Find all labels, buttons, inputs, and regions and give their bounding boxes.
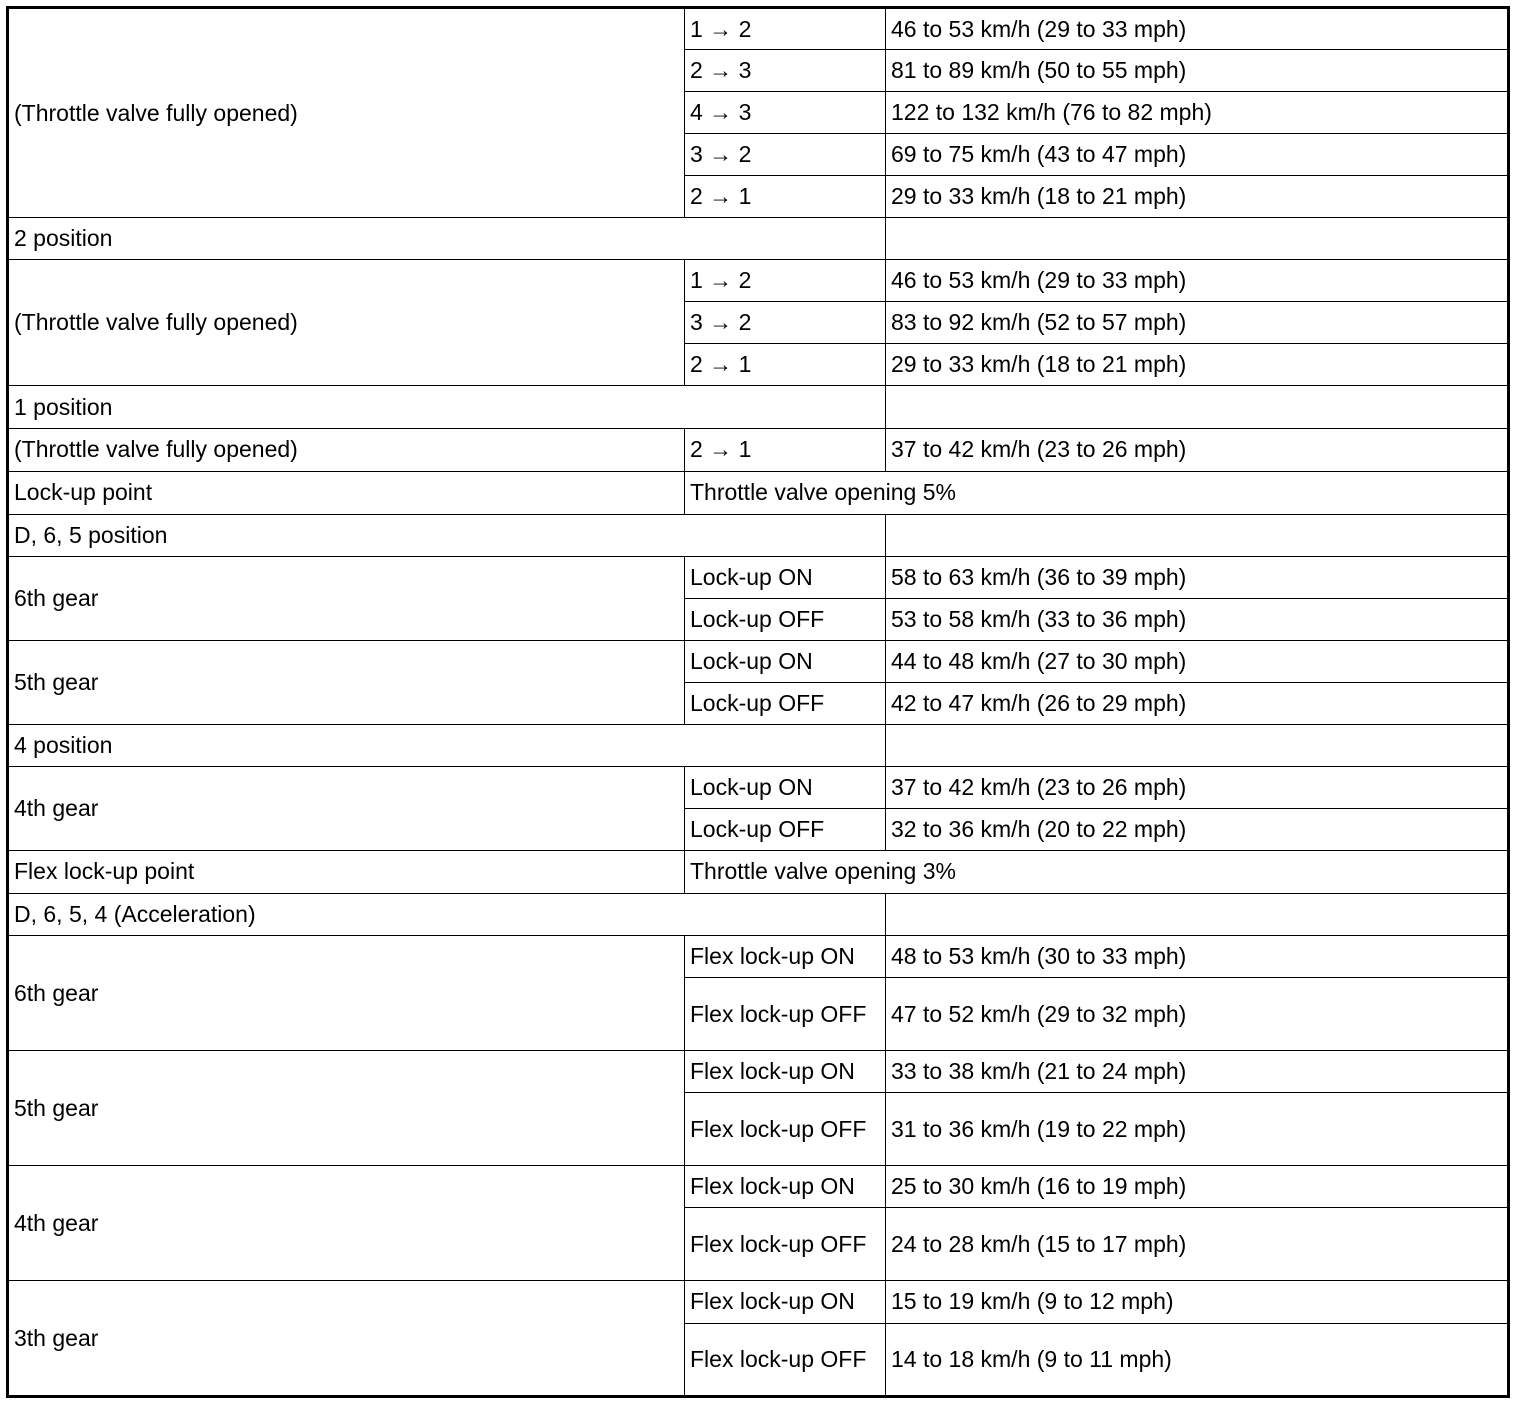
table-row bbox=[8, 936, 1509, 978]
table-row bbox=[8, 640, 1509, 682]
shift-speed-spec-table bbox=[6, 6, 1510, 1398]
section-heading: 1 position bbox=[8, 386, 886, 429]
section-heading-blank bbox=[886, 514, 1509, 556]
condition-label: 4th gear bbox=[8, 766, 685, 850]
table-row bbox=[8, 260, 1509, 302]
section-heading-blank bbox=[886, 386, 1509, 429]
shift-condition: 1 → 2 bbox=[685, 260, 886, 302]
section-heading-blank bbox=[886, 893, 1509, 935]
vehicle-speed-value: 32 to 36 km/h (20 to 22 mph) bbox=[886, 808, 1509, 850]
table-row bbox=[8, 1281, 1509, 1323]
vehicle-speed-value: 33 to 38 km/h (21 to 24 mph) bbox=[886, 1051, 1509, 1093]
condition-label: 3th gear bbox=[8, 1281, 685, 1397]
shift-condition: Lock-up OFF bbox=[685, 682, 886, 724]
shift-condition: Flex lock-up ON bbox=[685, 1051, 886, 1093]
parameter-value: Throttle valve opening 5% bbox=[685, 471, 1509, 514]
section-heading: 4 position bbox=[8, 724, 886, 766]
shift-condition: Flex lock-up OFF bbox=[685, 1208, 886, 1281]
parameter-row bbox=[8, 850, 1509, 893]
shift-condition: 2 → 1 bbox=[685, 176, 886, 218]
vehicle-speed-value: 53 to 58 km/h (33 to 36 mph) bbox=[886, 598, 1509, 640]
section-heading-row bbox=[8, 218, 1509, 260]
vehicle-speed-value: 37 to 42 km/h (23 to 26 mph) bbox=[886, 429, 1509, 471]
table-row bbox=[8, 556, 1509, 598]
condition-label: 4th gear bbox=[8, 1166, 685, 1281]
condition-label: (Throttle valve fully opened) bbox=[8, 260, 685, 386]
shift-condition: Flex lock-up OFF bbox=[685, 1323, 886, 1397]
shift-condition: Lock-up ON bbox=[685, 556, 886, 598]
shift-condition: 4 → 3 bbox=[685, 92, 886, 134]
vehicle-speed-value: 46 to 53 km/h (29 to 33 mph) bbox=[886, 260, 1509, 302]
shift-condition: 3 → 2 bbox=[685, 302, 886, 344]
vehicle-speed-value: 48 to 53 km/h (30 to 33 mph) bbox=[886, 936, 1509, 978]
parameter-label: Flex lock-up point bbox=[8, 850, 685, 893]
shift-condition: Flex lock-up ON bbox=[685, 1166, 886, 1208]
vehicle-speed-value: 37 to 42 km/h (23 to 26 mph) bbox=[886, 766, 1509, 808]
vehicle-speed-value: 81 to 89 km/h (50 to 55 mph) bbox=[886, 50, 1509, 92]
vehicle-speed-value: 24 to 28 km/h (15 to 17 mph) bbox=[886, 1208, 1509, 1281]
vehicle-speed-value: 29 to 33 km/h (18 to 21 mph) bbox=[886, 344, 1509, 386]
vehicle-speed-value: 122 to 132 km/h (76 to 82 mph) bbox=[886, 92, 1509, 134]
vehicle-speed-value: 83 to 92 km/h (52 to 57 mph) bbox=[886, 302, 1509, 344]
condition-label: (Throttle valve fully opened) bbox=[8, 8, 685, 218]
shift-condition: Flex lock-up ON bbox=[685, 936, 886, 978]
vehicle-speed-value: 58 to 63 km/h (36 to 39 mph) bbox=[886, 556, 1509, 598]
condition-label: 5th gear bbox=[8, 640, 685, 724]
vehicle-speed-value: 15 to 19 km/h (9 to 12 mph) bbox=[886, 1281, 1509, 1323]
vehicle-speed-value: 14 to 18 km/h (9 to 11 mph) bbox=[886, 1323, 1509, 1397]
table-row bbox=[8, 429, 1509, 471]
table-row bbox=[8, 766, 1509, 808]
shift-condition: Flex lock-up OFF bbox=[685, 978, 886, 1051]
shift-condition: Flex lock-up OFF bbox=[685, 1093, 886, 1166]
shift-condition: 2 → 3 bbox=[685, 50, 886, 92]
shift-condition: Lock-up ON bbox=[685, 766, 886, 808]
shift-condition: Lock-up OFF bbox=[685, 808, 886, 850]
section-heading-row bbox=[8, 893, 1509, 935]
shift-condition: Lock-up ON bbox=[685, 640, 886, 682]
section-heading-row bbox=[8, 386, 1509, 429]
vehicle-speed-value: 25 to 30 km/h (16 to 19 mph) bbox=[886, 1166, 1509, 1208]
shift-condition: 3 → 2 bbox=[685, 134, 886, 176]
shift-condition: Lock-up OFF bbox=[685, 598, 886, 640]
vehicle-speed-value: 29 to 33 km/h (18 to 21 mph) bbox=[886, 176, 1509, 218]
vehicle-speed-value: 42 to 47 km/h (26 to 29 mph) bbox=[886, 682, 1509, 724]
vehicle-speed-value: 46 to 53 km/h (29 to 33 mph) bbox=[886, 8, 1509, 50]
vehicle-speed-value: 69 to 75 km/h (43 to 47 mph) bbox=[886, 134, 1509, 176]
section-heading: D, 6, 5 position bbox=[8, 514, 886, 556]
table-row bbox=[8, 1051, 1509, 1093]
table-row bbox=[8, 1166, 1509, 1208]
section-heading: 2 position bbox=[8, 218, 886, 260]
spec-table-body bbox=[8, 8, 1509, 1397]
condition-label: (Throttle valve fully opened) bbox=[8, 429, 685, 471]
parameter-value: Throttle valve opening 3% bbox=[685, 850, 1509, 893]
parameter-row bbox=[8, 471, 1509, 514]
section-heading: D, 6, 5, 4 (Acceleration) bbox=[8, 893, 886, 935]
condition-label: 6th gear bbox=[8, 936, 685, 1051]
section-heading-row bbox=[8, 724, 1509, 766]
vehicle-speed-value: 44 to 48 km/h (27 to 30 mph) bbox=[886, 640, 1509, 682]
vehicle-speed-value: 31 to 36 km/h (19 to 22 mph) bbox=[886, 1093, 1509, 1166]
shift-condition: 1 → 2 bbox=[685, 8, 886, 50]
shift-condition: Flex lock-up ON bbox=[685, 1281, 886, 1323]
condition-label: 6th gear bbox=[8, 556, 685, 640]
section-heading-blank bbox=[886, 724, 1509, 766]
parameter-label: Lock-up point bbox=[8, 471, 685, 514]
vehicle-speed-value: 47 to 52 km/h (29 to 32 mph) bbox=[886, 978, 1509, 1051]
condition-label: 5th gear bbox=[8, 1051, 685, 1166]
shift-condition: 2 → 1 bbox=[685, 344, 886, 386]
shift-condition: 2 → 1 bbox=[685, 429, 886, 471]
section-heading-row bbox=[8, 514, 1509, 556]
section-heading-blank bbox=[886, 218, 1509, 260]
table-row bbox=[8, 8, 1509, 50]
